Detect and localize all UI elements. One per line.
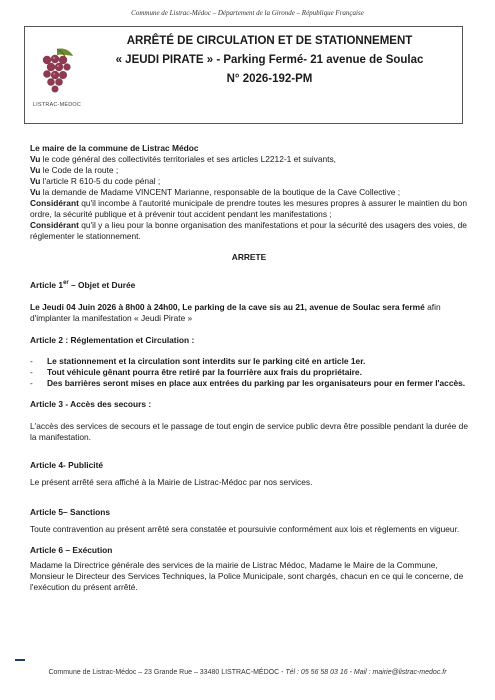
title-line-1: ARRÊTÉ DE CIRCULATION ET DE STATIONNEMENT	[126, 35, 413, 47]
list-item: - Le stationnement et la circulation sont interdits sur le parking cité en article 1er.	[30, 356, 468, 367]
article-5-text: Toute contravention au présent arrêté sera constatée et poursuivie conformément aux lois et règlements en vigueur.	[30, 523, 460, 534]
vu-line-3: Vu l'article R 610-5 du code pénal ;	[30, 176, 161, 186]
vu-line-4: Vu la demande de Madame VINCENT Marianne, responsable de la boutique de la Cave Collective ;	[30, 187, 401, 197]
footer	[0, 669, 495, 676]
article-6-text: Madame la Directrice générale des services de la mairie de Listrac Médoc, Madame le Maire de la Commune, Monsieur le Directeur des Services Techniques, la Police Municipale, sont chargés, chacun en ce qui le concerne, de l'exécution du présent arrêté.	[30, 559, 464, 592]
header-line: Commune de Listrac-Médoc – Département de la Gironde – République Française	[131, 9, 364, 17]
title-block	[85, 32, 454, 89]
article-1-text: Le Jeudi 04 Juin 2026 à 8h00 à 24h00, Le parking de la cave sis au 21, avenue de Soulac sera fermé afin d'implanter la manifestation « Jeudi Pirate »	[30, 301, 441, 323]
commune-logo	[31, 45, 83, 108]
article-2-heading: Article 2 : Réglementation et Circulation :	[30, 334, 195, 345]
grape-logo-icon	[37, 45, 77, 95]
document-body	[30, 143, 468, 593]
footer-contact: Tél : 05 56 58 03 16 - Mail : mairie@listrac-medoc.fr	[285, 669, 447, 676]
article-3-text: L'accès des services de secours et le passage de tout engin de service public devra être possible pendant la durée de la manifestation.	[30, 420, 468, 442]
maire-line: Le maire de la commune de Listrac Médoc	[30, 143, 199, 153]
list-item: - Des barrières seront mises en place aux entrées du parking par les organisateurs pour en fermer l'accès.	[30, 378, 468, 389]
vu-line-1: Vu le code général des collectivités territoriales et ses articles L2212-1 et suivants,	[30, 154, 336, 164]
footer-address: Commune de Listrac-Médoc – 23 Grande Rue – 33480 LISTRAC-MÉDOC -	[48, 669, 286, 676]
title-line-3: N° 2026-192-PM	[226, 73, 313, 85]
title-line-2: « JEUDI PIRATE » - Parking Fermé- 21 avenue de Soulac	[115, 54, 424, 66]
article-1-heading: Article 1er – Objet et Durée	[30, 279, 136, 290]
article-2-list	[30, 356, 468, 389]
arrete-heading: ARRETE	[231, 252, 267, 262]
article-4-heading: Article 4- Publicité	[30, 459, 104, 470]
vu-line-2: Vu le Code de la route ;	[30, 165, 119, 175]
considerant-2: Considérant qu'il y a lieu pour la bonne organisation des manifestations et pour la sécurité des usagers des voies, de réglementer le stationnement.	[30, 220, 467, 241]
title-box	[24, 26, 463, 124]
article-3-heading: Article 3 - Accès des secours :	[30, 398, 152, 409]
article-5-heading: Article 5– Sanctions	[30, 506, 111, 517]
logo-label: LISTRAC-MÉDOC	[32, 102, 82, 108]
footer-mark	[15, 659, 25, 661]
list-item: - Tout véhicule gênant pourra être retiré par la fourrière aux frais du propriétaire.	[30, 367, 468, 378]
article-4-text: Le présent arrêté sera affiché à la Mairie de Listrac-Médoc par nos services.	[30, 476, 313, 487]
article-6-heading: Article 6 – Exécution	[30, 544, 113, 555]
considerant-1: Considérant qu'il incombe à l'autorité municipale de prendre toutes les mesures propres à assurer le maintien du bon ordre, la sécurité publique et à prévenir tout accident pendant les manifestations ;	[30, 198, 468, 219]
